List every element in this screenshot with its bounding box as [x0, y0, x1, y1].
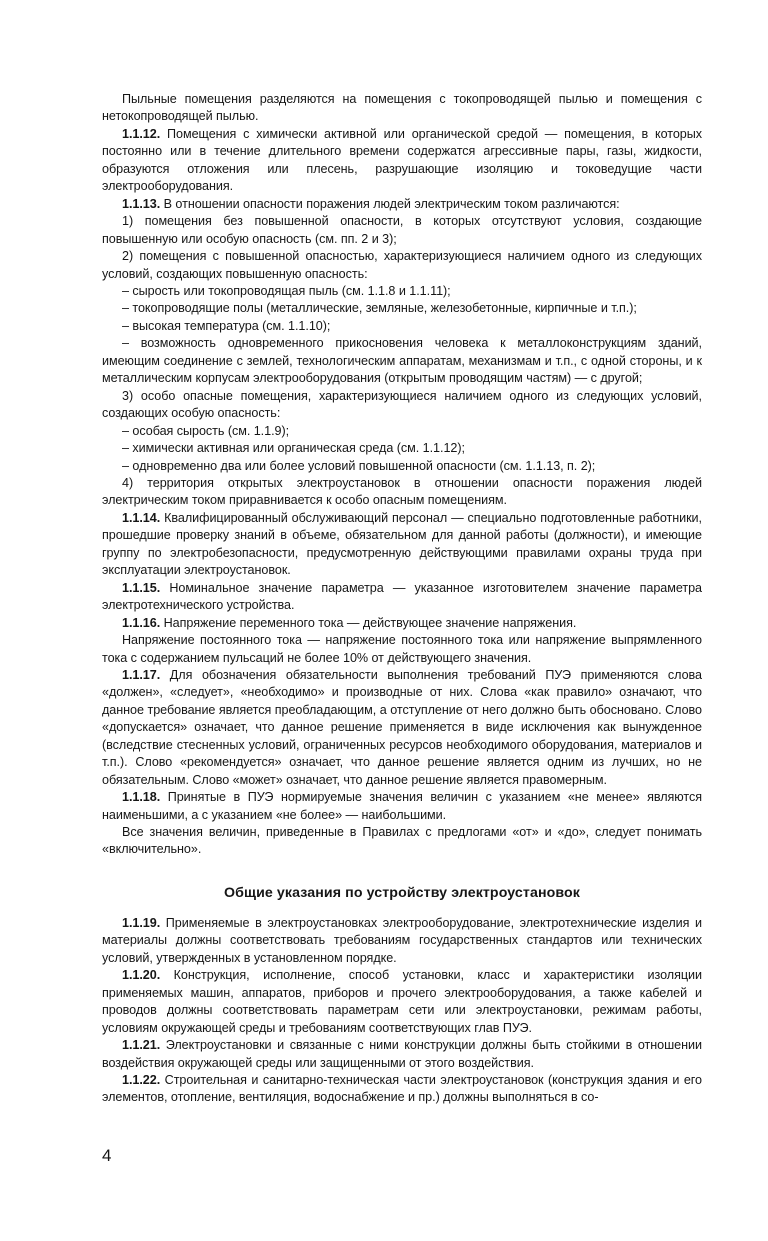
paragraph — [102, 1072, 702, 1107]
clause-number: 1.1.19. — [122, 915, 161, 930]
paragraph-text: Все значения величин, приведенные в Правилах с предлогами «от» и «до», следует понимать «включительно». — [102, 825, 702, 857]
clause-number: 1.1.12. — [122, 126, 161, 141]
paragraph-text: Для обозначения обязательности выполнения требований ПУЭ применяются слова «должен», «следует», «необходимо» и производные от них. Слова «как правило» означают, что данное требование является преобладающим, а отступление от него должно быть обосновано. Слово «допускается» означает, что данное решение применяется в виде исключения как вынужденное (вследствие стесненных условий, ограниченных ресурсов необходимого оборудования, материалов и т.п.). Слово «рекомендуется» означает, что данное решение является одним из лучших, но не обязательным. Слово «может» означает, что данное решение является правомерным. — [102, 667, 702, 787]
text-block-1 — [102, 91, 702, 859]
list-item — [102, 458, 702, 475]
paragraph — [102, 615, 702, 632]
clause-number: 1.1.13. — [122, 196, 161, 211]
list-item — [102, 335, 702, 387]
paragraph-text: В отношении опасности поражения людей электрическим током различаются: — [163, 196, 620, 211]
paragraph-text: 1) помещения без повышенной опасности, в которых отсутствуют условия, создающие повышенную или особую опасность (см. пп. 2 и 3); — [102, 214, 702, 246]
paragraph-text: Конструкция, исполнение, способ установки, класс и характеристики изоляции применяемых машин, аппаратов, приборов и прочего электрооборудования, а также кабелей и проводов должны соответствовать параметрам сети или электроустановки, режимам работы, условиям окружающей среды и требованиям соответствующих глав ПУЭ. — [102, 968, 702, 1035]
list-item-text: – токопроводящие полы (металлические, земляные, железобетонные, кирпичные и т.п.); — [122, 301, 637, 316]
paragraph — [102, 824, 702, 859]
list-item — [102, 318, 702, 335]
list-item-text: – химически активная или органическая среда (см. 1.1.12); — [122, 441, 465, 456]
paragraph-text: Напряжение постоянного тока — напряжение постоянного тока или напряжение выпрямленного тока с содержанием пульсаций не более 10% от действующего значения. — [102, 633, 702, 665]
list-item-text: – высокая температура (см. 1.1.10); — [122, 318, 331, 333]
paragraph — [102, 126, 702, 196]
paragraph — [102, 510, 702, 580]
list-item-text: – особая сырость (см. 1.1.9); — [122, 423, 290, 438]
paragraph-text: 4) территория открытых электроустановок в отношении опасности поражения людей электрическим током приравнивается к особо опасным помещениям. — [102, 475, 702, 508]
paragraph — [102, 213, 702, 248]
paragraph — [102, 475, 702, 510]
clause-number: 1.1.21. — [122, 1038, 161, 1053]
paragraph — [102, 967, 702, 1037]
clause-number: 1.1.18. — [122, 790, 161, 805]
list-item-text: – возможность одновременного прикосновения человека к металлоконструкциям зданий, имеющим соединение с землей, технологическим аппаратам, механизмам и т.п., с одной стороны, и к металлическим корпусам электрооборудования (открытым проводящим частям) — с другой; — [102, 336, 702, 386]
paragraph — [102, 667, 702, 789]
paragraph — [102, 1037, 702, 1072]
paragraph-text: Квалифицированный обслуживающий персонал — специально подготовленные работники, прошедшие проверку знаний в объеме, обязательном для данной работы (должности), и имеющие группу по электробезопасности, предусмотренную действующими правилами охраны труда при эксплуатации электроустановок. — [102, 510, 702, 578]
paragraph — [102, 91, 702, 126]
paragraph-text: Строительная и санитарно-техническая части электроустановок (конструкция здания и его элементов, отопление, вентиляция, водоснабжение и пр.) должны выполняться в со- — [102, 1073, 702, 1105]
list-item-text: – одновременно два или более условий повышенной опасности (см. 1.1.13, п. 2); — [122, 458, 596, 473]
clause-number: 1.1.16. — [122, 615, 161, 630]
paragraph-text: 3) особо опасные помещения, характеризующиеся наличием одного из следующих условий, создающих особую опасность: — [102, 388, 702, 421]
paragraph — [102, 632, 702, 667]
paragraph — [102, 915, 702, 967]
text-block-2 — [102, 915, 702, 1107]
paragraph-text: Применяемые в электроустановках электрооборудование, электротехнические изделия и материалы должны соответствовать требованиям государственных стандартов или технических условий, утвержденных в установленном порядке. — [102, 915, 702, 965]
list-item — [102, 423, 702, 440]
list-item — [102, 283, 702, 300]
paragraph-text: Электроустановки и связанные с ними конструкции должны быть стойкими в отношении воздействия окружающей среды или защищенными от этого воздействия. — [102, 1038, 703, 1070]
paragraph-text: Помещения с химически активной или органической средой — помещения, в которых постоянно или в течение длительного времени содержатся агрессивные пары, газы, жидкости, образуются отложения или плесень, разрушающие изоляцию и токоведущие части электрооборудования. — [102, 126, 702, 194]
section-heading: Общие указания по устройству электроустановок — [224, 884, 580, 901]
paragraph-text: 2) помещения с повышенной опасностью, характеризующиеся наличием одного из следующих условий, создающих повышенную опасность: — [102, 249, 702, 281]
clause-number: 1.1.22. — [122, 1073, 161, 1088]
clause-number: 1.1.15. — [122, 580, 161, 595]
clause-number: 1.1.20. — [122, 968, 161, 983]
paragraph-text: Принятые в ПУЭ нормируемые значения величин с указанием «не менее» являются наименьшими, а с указанием «не более» — наибольшими. — [102, 790, 702, 822]
paragraph-text: Пыльные помещения разделяются на помещения с токопроводящей пылью и помещения с нетокопроводящей пылью. — [102, 92, 702, 124]
paragraph — [102, 789, 702, 824]
paragraph — [102, 388, 702, 423]
list-item — [102, 300, 702, 317]
paragraph — [102, 248, 702, 283]
clause-number: 1.1.17. — [122, 667, 161, 682]
paragraph — [102, 580, 702, 615]
page-number: 4 — [102, 1146, 112, 1165]
paragraph-text: Напряжение переменного тока — действующее значение напряжения. — [163, 615, 577, 630]
list-item — [102, 440, 702, 457]
paragraph-text: Номинальное значение параметра — указанное изготовителем значение параметра электротехнического устройства. — [102, 580, 702, 613]
paragraph — [102, 196, 702, 213]
list-item-text: – сырость или токопроводящая пыль (см. 1.1.8 и 1.1.11); — [122, 283, 451, 298]
clause-number: 1.1.14. — [122, 510, 161, 525]
